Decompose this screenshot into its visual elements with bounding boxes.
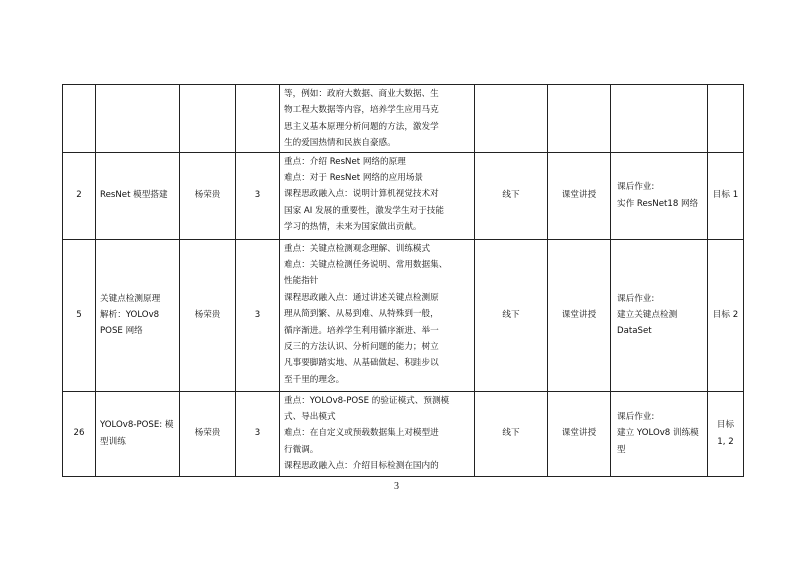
teaching-content — [280, 152, 475, 239]
class-hours: 3 — [236, 239, 280, 391]
title-line: POSE 网络 — [100, 326, 143, 337]
content-line: 反三的方法认识、分析问题的能力；树立 — [284, 342, 439, 353]
content-line: 凡事要脚踏实地、从基础做起、积跬步以 — [284, 358, 439, 369]
homework — [611, 152, 708, 239]
content-line: 生的爱国热情和民族自豪感。 — [284, 138, 396, 149]
title-line: 关键点检测原理 — [100, 293, 161, 304]
table-row — [63, 152, 744, 239]
content-line: 难点：关键点检测任务说明、常用数据集、 — [284, 260, 448, 271]
homework-line: 课后作业: — [617, 412, 655, 423]
homework-line: 建立 YOLOv8 训练模 — [617, 428, 699, 439]
teacher-name — [180, 85, 236, 153]
topic-title — [96, 85, 180, 153]
teaching-method: 课堂讲授 — [548, 391, 611, 476]
topic-title — [96, 239, 180, 391]
course-goal — [708, 239, 744, 391]
content-line: 难点：在自定义或预载数据集上对模型进 — [284, 428, 439, 439]
content-line: 等，例如：政府大数据、商业大数据、生 — [284, 89, 439, 99]
topic-title — [96, 391, 180, 476]
content-line: 学习的热情，未来为国家做出贡献。 — [284, 222, 422, 233]
teaching-method: 课堂讲授 — [548, 239, 611, 391]
teaching-content — [280, 239, 475, 391]
content-line: 重点：介绍 ResNet 网络的原理 — [284, 156, 406, 167]
content-line: 重点：关键点检测观念理解、训练模式 — [284, 243, 431, 254]
homework-line: 型 — [617, 444, 626, 455]
table-row — [63, 391, 744, 476]
title-line: 解析：YOLOv8 — [100, 309, 160, 320]
content-line: 式、导出模式 — [284, 412, 336, 423]
homework-line: 实作 ResNet18 网络 — [617, 198, 699, 209]
content-line: 至千里的理念。 — [284, 374, 345, 385]
homework-line: 建立关键点检测 — [617, 309, 678, 320]
session-number — [63, 85, 96, 153]
homework — [611, 239, 708, 391]
class-hours: 3 — [236, 391, 280, 476]
table-row — [63, 239, 744, 391]
goal-line: 1, 2 — [717, 436, 734, 447]
teaching-mode — [475, 85, 548, 153]
homework-line: 课后作业: — [617, 182, 655, 193]
title-line: ResNet 模型搭建 — [100, 190, 168, 201]
teaching-method — [548, 85, 611, 153]
teacher-name: 杨荣贵 — [180, 239, 236, 391]
content-line: 行微调。 — [284, 444, 319, 455]
content-line: 课程思政融入点：介绍目标检测在国内的 — [284, 461, 439, 472]
content-line: 课程思政融入点：通过讲述关键点检测原 — [284, 292, 439, 303]
teaching-mode: 线下 — [475, 152, 548, 239]
teaching-method: 课堂讲授 — [548, 152, 611, 239]
title-line: 型训练 — [100, 436, 126, 447]
content-line: 难点：对于 ResNet 网络的应用场景 — [284, 173, 424, 184]
table-row — [63, 85, 744, 153]
class-hours: 3 — [236, 152, 280, 239]
homework-line: 课后作业: — [617, 293, 655, 304]
teaching-content — [280, 85, 475, 153]
content-line: 思主义基本原理分析问题的方法，激发学 — [284, 121, 439, 132]
content-line: 理从简到繁、从易到难、从特殊到一般， — [284, 309, 439, 320]
content-line: 国家 AI 发展的重要性，激发学生对于技能 — [284, 205, 444, 216]
homework — [611, 85, 708, 153]
topic-title — [96, 152, 180, 239]
goal-line: 目标 — [716, 420, 735, 431]
content-line: 性能指针 — [284, 276, 319, 287]
goal-line: 目标 2 — [712, 309, 739, 320]
class-hours — [236, 85, 280, 153]
content-line: 重点：YOLOv8-POSE 的验证模式、预测模 — [284, 395, 450, 406]
goal-line: 目标 1 — [712, 190, 739, 201]
teacher-name: 杨荣贵 — [180, 152, 236, 239]
session-number: 5 — [63, 239, 96, 391]
course-goal — [708, 152, 744, 239]
course-goal — [708, 391, 744, 476]
teaching-content — [280, 391, 475, 476]
teaching-mode: 线下 — [475, 391, 548, 476]
page-number: 3 — [394, 481, 399, 492]
teacher-name: 杨荣贵 — [180, 391, 236, 476]
content-line: 课程思政融入点：说明计算机视觉技术对 — [284, 189, 439, 200]
session-number: 26 — [63, 391, 96, 476]
content-line: 循序渐进。培养学生利用循序渐进、举一 — [284, 325, 439, 336]
homework-line: DataSet — [617, 326, 652, 337]
teaching-mode: 线下 — [475, 239, 548, 391]
course-goal — [708, 85, 744, 153]
homework — [611, 391, 708, 476]
content-line: 物工程大数据等内容，培养学生应用马克 — [284, 105, 439, 116]
title-line: YOLOv8-POSE: 模 — [100, 420, 174, 431]
session-number: 2 — [63, 152, 96, 239]
course-schedule-table — [62, 84, 744, 477]
